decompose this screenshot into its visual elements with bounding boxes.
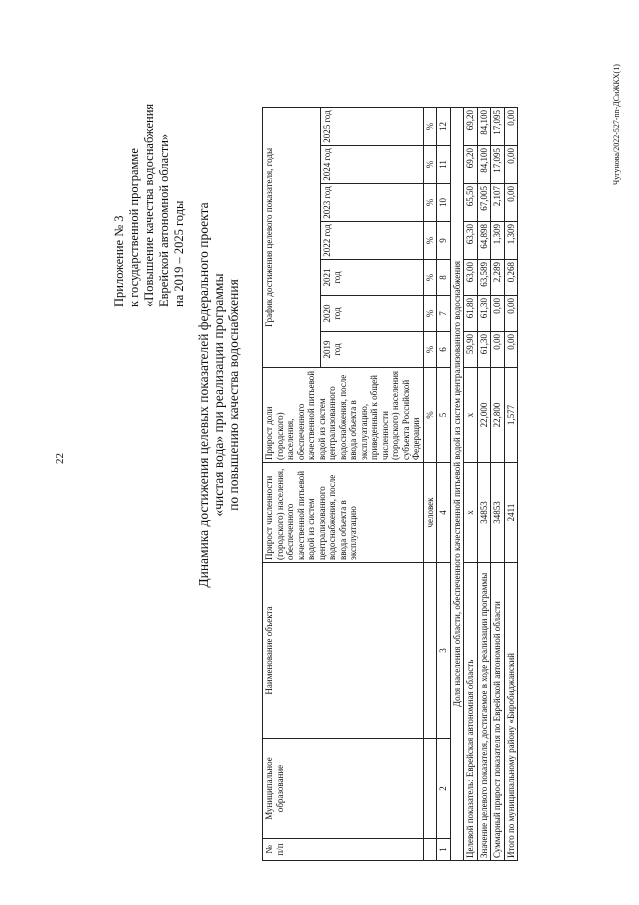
table-cell: 69,20: [464, 108, 478, 146]
col-number: 1: [437, 839, 451, 861]
table-cell: 0,00: [491, 332, 505, 368]
table-cell: 69,20: [464, 146, 478, 184]
table-cell: 22,000: [477, 368, 491, 463]
header-year: 2025 год: [320, 108, 423, 146]
table-cell: 1,309: [491, 222, 505, 260]
header-year: 2019 год: [320, 332, 423, 368]
table-cell: x: [464, 463, 478, 563]
table-row: [491, 108, 505, 861]
col-number: 12: [437, 108, 451, 146]
unit-percent: %: [423, 146, 437, 184]
table-cell: 84,100: [477, 108, 491, 146]
unit-percent: %: [423, 108, 437, 146]
appendix-line: Еврейской автономной области»: [157, 133, 171, 307]
table-cell: 63,589: [477, 260, 491, 296]
table-cell: 1,309: [504, 222, 518, 260]
unit-percent: %: [423, 222, 437, 260]
table-cell: 2,289: [491, 260, 505, 296]
header-year: 2024 год: [320, 146, 423, 184]
target-row: [464, 108, 478, 861]
appendix-line: к государственной программе: [127, 148, 141, 307]
header-year: 2021 год: [320, 260, 423, 296]
table-cell: 22,800: [491, 368, 505, 463]
col-number: 3: [437, 563, 451, 739]
unit-people: человек: [423, 463, 437, 563]
header-row: [263, 108, 321, 861]
row-label: Значение целевого показателя, достигаемое в ходе реализации программы: [477, 563, 491, 861]
title-line: по повышению качества водоснабжения: [226, 279, 241, 511]
table-cell: 61,30: [477, 296, 491, 332]
table-row: [477, 108, 491, 861]
row-label: Итого по муниципальному району «Биробиджанский: [504, 563, 518, 861]
col-number: 9: [437, 222, 451, 260]
targets-table: [262, 107, 518, 861]
header-object: Наименование объекта: [263, 563, 424, 739]
header-year: 2020 год: [320, 296, 423, 332]
table-cell: 1,577: [504, 368, 518, 463]
col-number: 5: [437, 368, 451, 463]
table-row: [504, 108, 518, 861]
table-cell: 84,100: [477, 146, 491, 184]
header-schedule: График достижения целевого показателя, годы: [263, 108, 321, 368]
target-label: Целевой показатель: Еврейская автономная область: [464, 563, 478, 861]
title-line: «чистая вода» при реализации программы: [211, 273, 226, 517]
units-row: [423, 108, 437, 861]
footer-reference: Чугунова/2022-527-nn-ДСиЖКХ(1): [612, 64, 621, 185]
appendix-line: Приложение № 3: [112, 215, 126, 307]
table-cell: 17,095: [491, 146, 505, 184]
table-cell: 0,00: [504, 146, 518, 184]
table-cell: 61,80: [464, 296, 478, 332]
col-number: 8: [437, 260, 451, 296]
table-cell: 0,00: [491, 296, 505, 332]
table-cell: 0,00: [504, 184, 518, 222]
unit-percent: %: [423, 296, 437, 332]
header-growth-population: Прирост численности (городского) населения, обеспеченного качественной питьевой водой из систем централизованного водоснабжения, после ввода объекта в эксплуатацию: [263, 463, 424, 563]
unit-percent: %: [423, 332, 437, 368]
document-title: [196, 0, 241, 805]
col-number: 10: [437, 184, 451, 222]
col-number: 7: [437, 296, 451, 332]
table-cell: 59,90: [464, 332, 478, 368]
title-line: Динамика достижения целевых показателей федерального проекта: [196, 202, 211, 588]
table-cell: 34853: [477, 463, 491, 563]
table-cell: 0,00: [504, 108, 518, 146]
col-number: 4: [437, 463, 451, 563]
table-cell: x: [464, 368, 478, 463]
unit-percent: %: [423, 184, 437, 222]
table-cell: 64,898: [477, 222, 491, 260]
table-cell: 2,107: [491, 184, 505, 222]
col-number: 2: [437, 739, 451, 839]
unit-percent: %: [423, 260, 437, 296]
table-cell: 17,095: [491, 108, 505, 146]
section-row: [450, 108, 464, 861]
table-cell: 67,005: [477, 184, 491, 222]
header-growth-share: Прирост доли (городского) населения, обеспеченного качественной питьевой водой из систем централизованного водоснабжения, после ввода объекта в эксплуатацию, приведенный к общей численности (городского) населения субъекта Российской Федерации: [263, 368, 424, 463]
table-cell: 61,30: [477, 332, 491, 368]
table-cell: 63,00: [464, 260, 478, 296]
table-cell: 0,00: [504, 332, 518, 368]
header-num: № п/п: [263, 839, 424, 861]
row-label: Суммарный прирост показателя по Еврейской автономной области: [491, 563, 505, 861]
column-number-row: [437, 108, 451, 861]
header-year: 2023 год: [320, 184, 423, 222]
page-number: 22: [54, 453, 66, 464]
appendix-header: [112, 7, 187, 307]
header-year: 2022 год: [320, 222, 423, 260]
appendix-line: на 2019 – 2025 годы: [172, 200, 186, 307]
table-cell: 63,30: [464, 222, 478, 260]
col-number: 6: [437, 332, 451, 368]
table-cell: 0,00: [504, 296, 518, 332]
section-title: Доля населения области, обеспеченного качественной питьевой водой из систем централизованного водоснабжения: [450, 108, 464, 861]
table-cell: 0,268: [504, 260, 518, 296]
unit-percent: %: [423, 368, 437, 463]
header-municipality: Муниципальное образование: [263, 739, 424, 839]
table-cell: 2411: [504, 463, 518, 563]
table-cell: 34853: [491, 463, 505, 563]
table-cell: 65,50: [464, 184, 478, 222]
appendix-line: «Повышение качества водоснабжения: [142, 103, 156, 307]
col-number: 11: [437, 146, 451, 184]
